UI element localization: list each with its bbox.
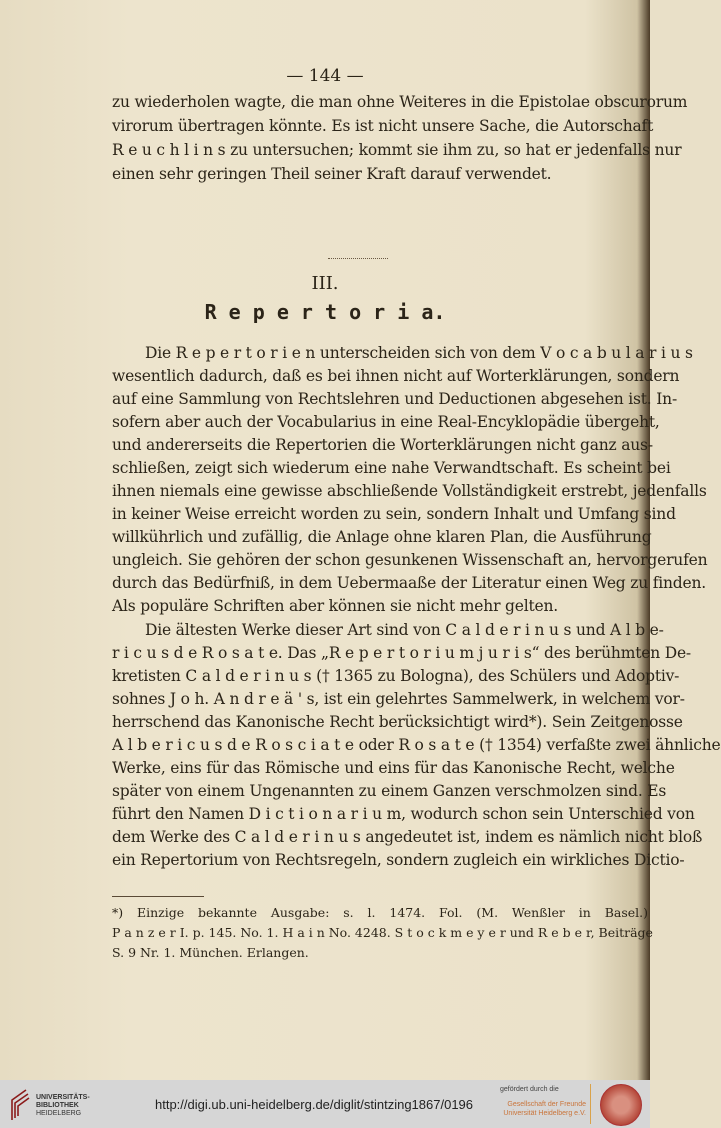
text-line: ein Repertorium von Rechtsregeln, sondern zugleich ein wirkliches Dictio- xyxy=(112,851,685,869)
permalink-url[interactable]: http://digi.ub.uni-heidelberg.de/diglit/stintzing1867/0196 xyxy=(155,1097,474,1112)
library-name xyxy=(36,1094,90,1118)
text-line: wesentlich dadurch, daß es bei ihnen nicht auf Worterklärungen, sondern xyxy=(112,367,680,385)
text-line: kretisten C a l d e r i n u s († 1365 zu Bologna), des Schülers und Adoptiv- xyxy=(112,667,680,685)
text-line: Die ältesten Werke dieser Art sind von C a l d e r i n u s und A l b e- xyxy=(145,621,664,639)
footnote-line: P a n z e r I. p. 145. No. 1. H a i n No. 4248. S t o c k m e y e r und R e b e r, Beiträge xyxy=(112,925,653,940)
text-line: Die R e p e r t o r i e n unterscheiden sich von dem V o c a b u l a r i u s xyxy=(145,344,693,362)
text-line: Als populäre Schriften aber können sie nicht mehr gelten. xyxy=(112,597,558,615)
university-seal-icon xyxy=(600,1084,642,1126)
text-line: R e u c h l i n s zu untersuchen; kommt sie ihm zu, so hat er jedenfalls nur xyxy=(112,141,682,159)
text-line: A l b e r i c u s d e R o s c i a t e oder R o s a t e († 1354) verfaßte zwei ähnliche xyxy=(112,736,721,754)
divider xyxy=(590,1084,591,1124)
text-line: später von einem Ungenannten zu einem Ganzen verschmolzen sind. Es xyxy=(112,782,667,800)
text-line: Werke, eins für das Römische und eins für das Kanonische Recht, welche xyxy=(112,759,675,777)
text-line: einen sehr geringen Theil seiner Kraft darauf verwendet. xyxy=(112,165,552,183)
text-line: auf eine Sammlung von Rechtslehren und Deductionen abgesehen ist. In- xyxy=(112,390,677,408)
library-logo-icon xyxy=(8,1088,30,1122)
text-line: r i c u s d e R o s a t e. Das „R e p e r t o r i u m j u r i s“ des berühmten De- xyxy=(112,644,691,662)
footnote-line: S. 9 Nr. 1. München. Erlangen. xyxy=(112,945,309,960)
funded-by-label: gefördert durch die xyxy=(500,1086,559,1093)
text-line: in keiner Weise erreicht worden zu sein, sondern Inhalt und Umfang sind xyxy=(112,505,676,523)
chapter-number: III. xyxy=(311,273,339,294)
society-name xyxy=(498,1100,586,1118)
text-line: virorum übertragen könnte. Es ist nicht unsere Sache, die Autorschaft xyxy=(112,117,654,135)
footnote-line: *) Einzige bekannte Ausgabe: s. l. 1474. Fol. (M. Wenßler in Basel.) xyxy=(112,905,648,920)
text-line: herrschend das Kanonische Recht berücksichtigt wird*). Sein Zeitgenosse xyxy=(112,713,683,731)
library-name-line: HEIDELBERG xyxy=(36,1110,82,1117)
society-name-line: Gesellschaft der Freunde xyxy=(507,1101,586,1108)
text-line: sofern aber auch der Vocabularius in eine Real-Encyklopädie übergeht, xyxy=(112,413,660,431)
text-line: ungleich. Sie gehören der schon gesunkenen Wissenschaft an, hervorgerufen xyxy=(112,551,708,569)
text-line: dem Werke des C a l d e r i n u s angedeutet ist, indem es nämlich nicht bloß xyxy=(112,828,703,846)
library-name-line: BIBLIOTHEK xyxy=(36,1102,79,1109)
text-line: und andererseits die Repertorien die Worterklärungen nicht ganz aus- xyxy=(112,436,653,454)
text-line: sohnes J o h. A n d r e ä ' s, ist ein gelehrtes Sammelwerk, in welchem vor- xyxy=(112,690,685,708)
text-line: schließen, zeigt sich wiederum eine nahe Verwandtschaft. Es scheint bei xyxy=(112,459,671,477)
text-line: zu wiederholen wagte, die man ohne Weiteres in die Epistolae obscurorum xyxy=(112,93,688,111)
text-line: führt den Namen D i c t i o n a r i u m, wodurch schon sein Unterschied von xyxy=(112,805,695,823)
text-line: willkührlich und zufällig, die Anlage ohne klaren Plan, die Ausführung xyxy=(112,528,652,546)
society-name-line: Universität Heidelberg e.V. xyxy=(503,1110,586,1117)
footnote-rule xyxy=(112,896,204,897)
library-name-line: UNIVERSITÄTS- xyxy=(36,1094,90,1101)
chapter-title: R e p e r t o r i a. xyxy=(204,300,446,324)
page-number: — 144 — xyxy=(286,66,364,86)
text-line: durch das Bedürfniß, in dem Uebermaaße der Literatur einen Weg zu finden. xyxy=(112,574,706,592)
text-line: ihnen niemals eine gewisse abschließende Vollständigkeit erstrebt, jedenfalls xyxy=(112,482,707,500)
section-ornament xyxy=(328,252,388,259)
footer-bar xyxy=(0,1080,650,1128)
